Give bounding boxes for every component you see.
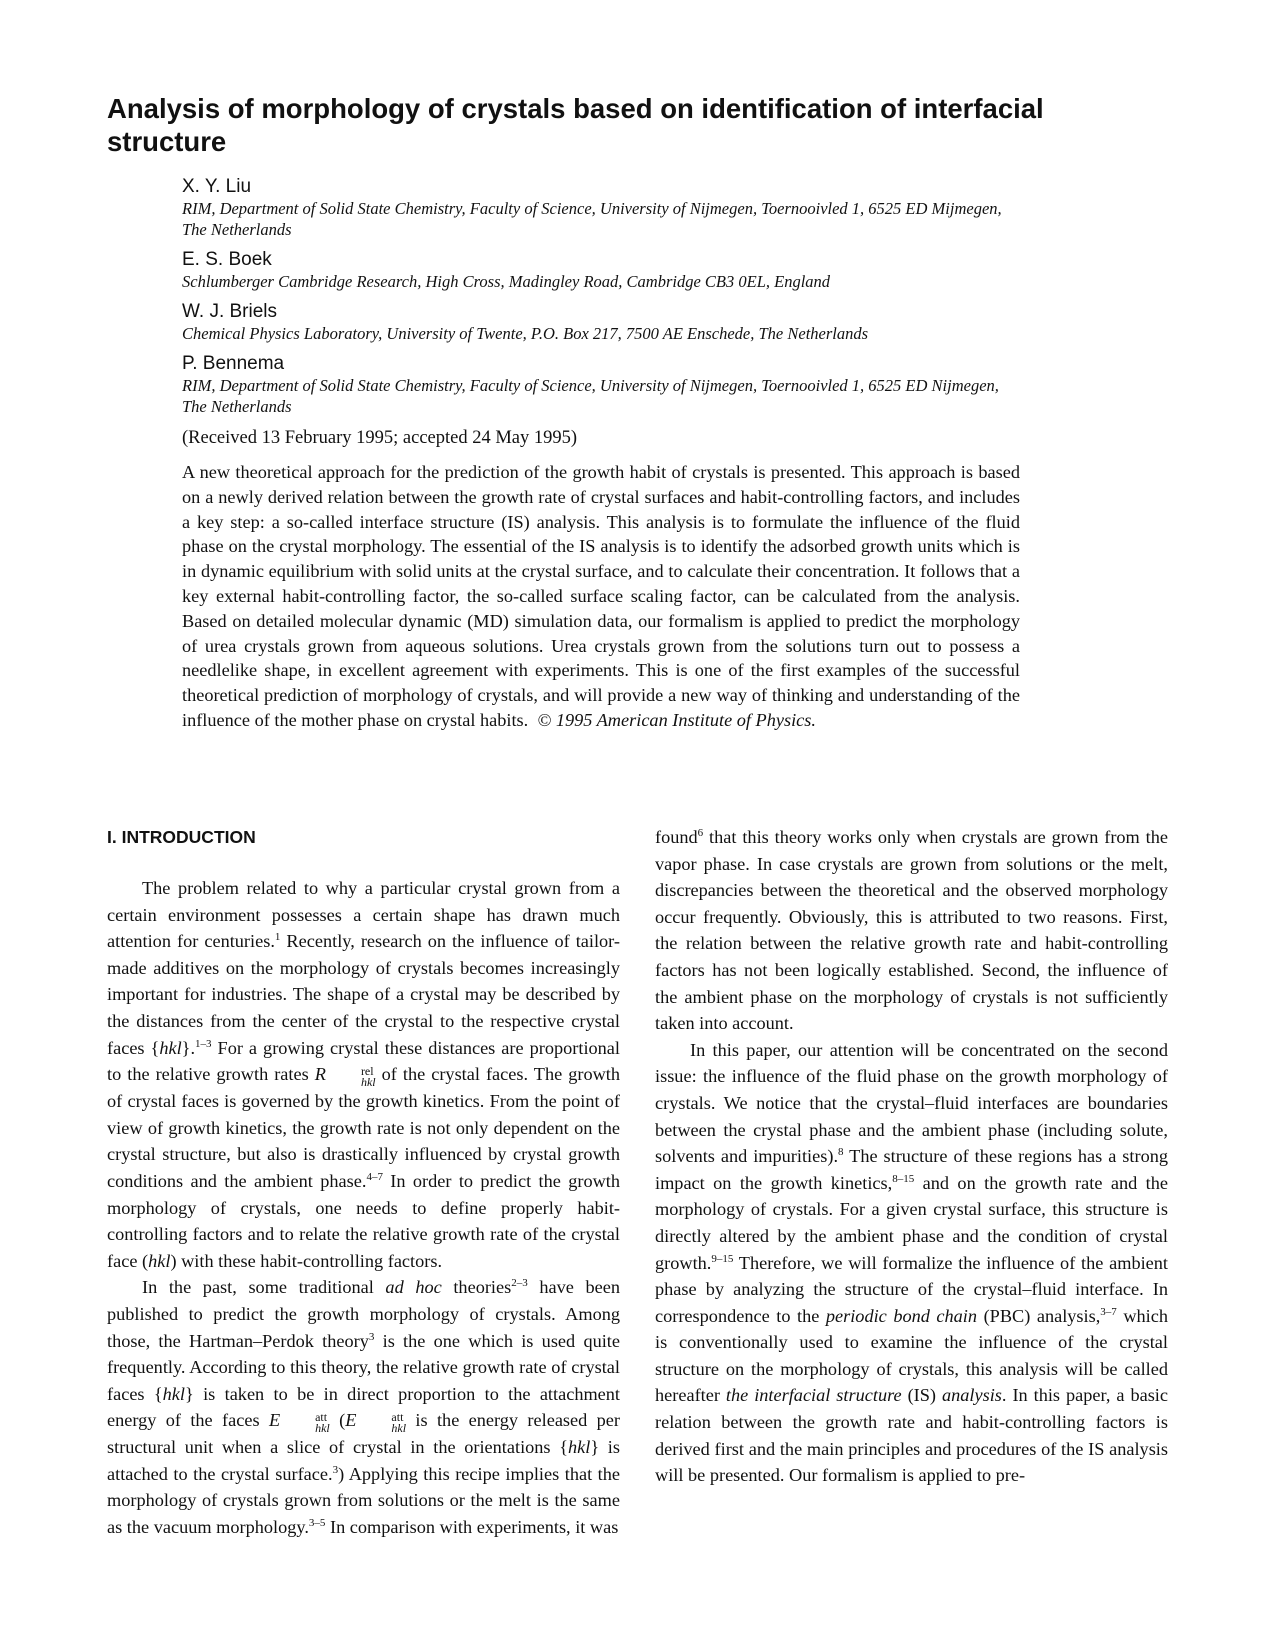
author-name: E. S. Boek (182, 249, 272, 270)
paragraph: In this paper, our attention will be concentrated on the second issue: the influence of the fluid phase on the growth morphology of crystals. We notice that the crystal–fluid interfaces are boundaries between the crystal phase and the ambient phase (including solute, solvents and impurities).$^8$ The structure of these regions has a strong impact on the growth kinetics,$^{8-15}$ and on the growth rate and the morphology of crystals. For a given crystal surface, this structure is directly altered by the ambient phase and the condition of crystal growth.$^{9-15}$ Therefore, we will formalize the influence of the ambient phase by analyzing the structure of the crystal–fluid interface. In correspondence to the periodic bond chain (PBC) analysis,$^{3-7}$ which is conventionally used to examine the influence of the crystal structure on the morphology of crystals, this analysis will be called hereafter the interfacial structure (IS) analysis. In this paper, a basic relation between the growth rate and habit-controlling factors is derived first and the main principles and procedures of the IS analysis will be presented. Our formalism is applied to pre- (655, 1039, 1169, 1486)
paragraph: The problem related to why a particular crystal grown from a certain environment possesses a certain shape has drawn much attention for centuries.$^1$ Recently, research on the influence of tailor-made additives on the morphology of crystals becomes increasingly important for industries. The shape of a crystal may be described by the distances from the center of the crystal to the respective crystal faces {hkl}.$^{1-3}$ For a growing crystal these distances are proportional to the relative growth rates R rel hkl of the crystal faces. The growth of crystal faces is governed by the growth kinetics. From the point of view of growth kinetics, the growth rate is not only dependent on the crystal structure, but also is drastically influenced by crystal growth conditions and the ambient phase.$^{4-7}$ In order to predict the growth morphology of crystals, one needs to define properly habit-controlling factors and to relate the relative growth rate of the crystal face (hkl) with these habit-controlling factors. (107, 878, 621, 1271)
author-affiliation: Chemical Physics Laboratory, University of Twente, P.O. Box 217, 7500 AE Enschede, The Netherlands (182, 324, 869, 343)
author-name: W. J. Briels (182, 301, 278, 322)
author-affiliation: RIM, Department of Solid State Chemistry, Faculty of Science, University of Nijmegen, Toernooivled 1, 6525 ED Nijmegen, The Netherlands (182, 376, 999, 416)
right-column (655, 824, 1168, 1489)
article-title: Analysis of morphology of crystals based on identification of interfacial structure (107, 93, 1044, 157)
received-dates: (Received 13 February 1995; accepted 24 May 1995) (182, 428, 578, 448)
copyright-notice: © 1995 American Institute of Physics. (537, 709, 816, 730)
author-name: X. Y. Liu (182, 176, 252, 197)
author-name: P. Bennema (182, 353, 285, 374)
abstract-text: A new theoretical approach for the prediction of the growth habit of crystals is presented. This approach is based on a newly derived relation between the growth rate of crystal surfaces and habit-controlling factors, and includes a key step: a so-called interface structure (IS) analysis. This analysis is to formulate the influence of the fluid phase on the crystal morphology. The essential of the IS analysis is to identify the adsorbed growth units which is in dynamic equilibrium with solid units at the crystal surface, and to calculate their concentration. It follows that a key external habit-controlling factor, the so-called surface scaling factor, can be calculated from the analysis. Based on detailed molecular dynamic (MD) simulation data, our formalism is applied to predict the morphology of urea crystals grown from aqueous solutions. Urea crystals grown from the solutions turn out to possess a needlelike shape, in excellent agreement with experiments. This is one of the first examples of the successful theoretical prediction of morphology of crystals, and will provide a new way of thinking and understanding of the influence of the mother phase on crystal habits. (182, 462, 1020, 730)
paragraph: In the past, some traditional ad hoc theories$^{2-3}$ have been published to predict the growth morphology of crystals. Among those, the Hartman–Perdok theory$^3$ is the one which is used quite frequently. According to this theory, the relative growth rate of crystal faces {hkl} is taken to be in direct proportion to the attachment energy of the faces E att hkl (E att hkl is the energy released per structural unit when a slice of crystal in the orientations {hkl} is attached to the crystal surface.$^3$) Applying this recipe implies that the morphology of crystals grown from solutions or the melt is the same as the vacuum morphology.$^{3-5}$ In comparison with experiments, it was (107, 1277, 621, 1538)
author-affiliation: RIM, Department of Solid State Chemistry, Faculty of Science, University of Nijmegen, Toernooivled 1, 6525 ED Mijmegen, The Netherlands (182, 199, 1002, 239)
paragraph: found$^6$ that this theory works only when crystals are grown from the vapor phase. In case crystals are grown from solutions or the melt, discrepancies between the theoretical and the observed morphology occur frequently. Obviously, this is attributed to two reasons. First, the relation between the relative growth rate and habit-controlling factors has not been logically established. Second, the influence of the ambient phase on the morphology of crystals is not sufficiently taken into account. (655, 827, 1168, 1034)
section-heading: I. INTRODUCTION (107, 827, 256, 847)
left-column (107, 826, 620, 1541)
abstract (182, 460, 1020, 733)
author-affiliation: Schlumberger Cambridge Research, High Cross, Madingley Road, Cambridge CB3 0EL, England (182, 272, 831, 291)
front-matter (182, 176, 1020, 733)
